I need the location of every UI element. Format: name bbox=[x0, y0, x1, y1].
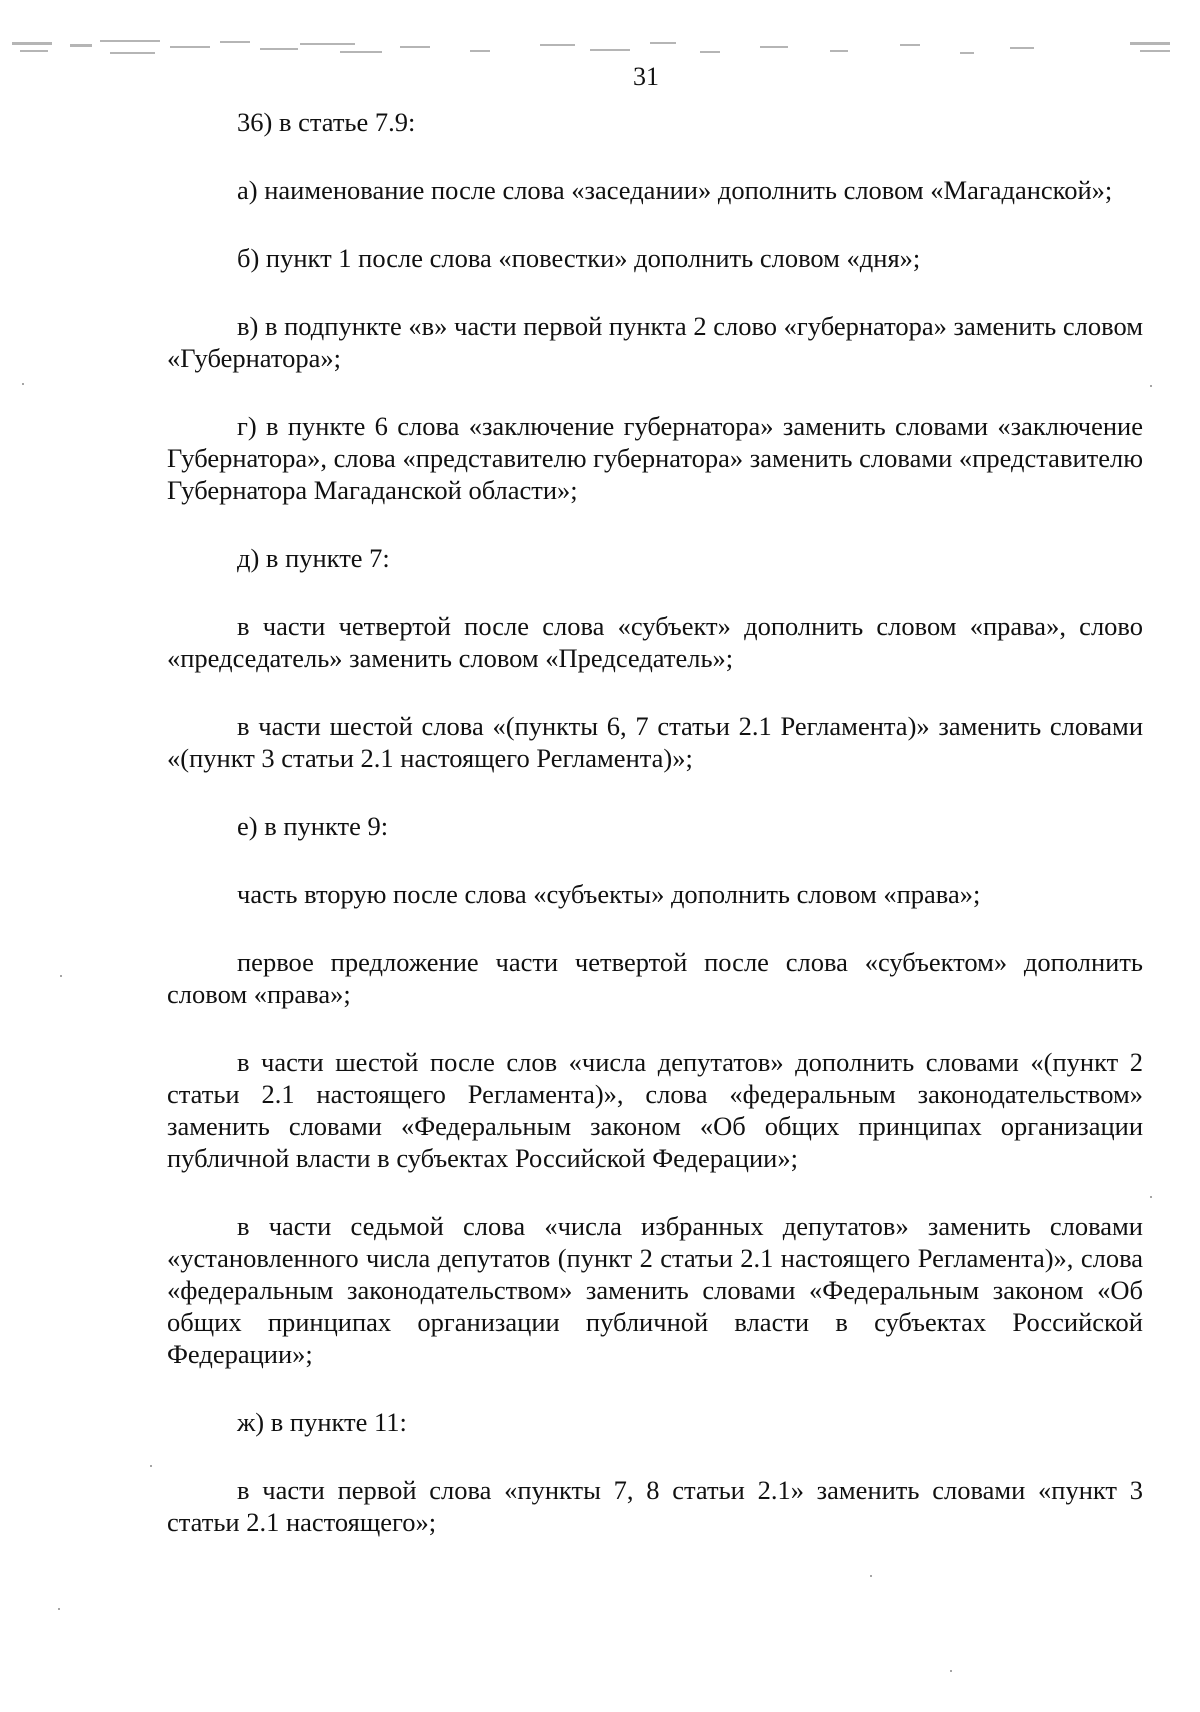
paragraph: в части четвертой после слова «субъект» дополнить словом «права», слово «председатель» заменить словом «Председатель»; bbox=[167, 611, 1143, 673]
paragraph: 36) в статье 7.9: bbox=[237, 107, 416, 137]
paragraph: в части шестой слова «(пункты 6, 7 статьи 2.1 Регламента)» заменить словами «(пункт 3 статьи 2.1 настоящего Регламента)»; bbox=[167, 711, 1143, 773]
scan-speck bbox=[950, 1670, 952, 1672]
scan-speck bbox=[60, 975, 62, 977]
document-body bbox=[167, 106, 1143, 1538]
scan-speck bbox=[150, 1465, 152, 1467]
scan-speck bbox=[1150, 1196, 1152, 1198]
paragraph: д) в пункте 7: bbox=[237, 543, 390, 573]
page-number: 31 bbox=[633, 62, 659, 91]
scan-speck bbox=[1150, 385, 1152, 387]
scan-speck bbox=[58, 1608, 60, 1610]
paragraph: первое предложение части четвертой после слова «субъектом» дополнить словом «права»; bbox=[167, 947, 1143, 1009]
paragraph: ж) в пункте 11: bbox=[237, 1407, 407, 1437]
paragraph: в части шестой после слов «числа депутатов» дополнить словами «(пункт 2 статьи 2.1 настоящего Регламента)», слова «федеральным законодательством» заменить словами «Федеральным законом «Об общих принципах организации публичной власти в субъектах Российской Федерации»; bbox=[167, 1047, 1143, 1173]
paragraph: г) в пункте 6 слова «заключение губернатора» заменить словами «заключение Губернатора», слова «представителю губернатора» заменить словами «представителю Губернатора Магаданской области»; bbox=[167, 411, 1143, 505]
paragraph: в) в подпункте «в» части первой пункта 2 слово «губернатора» заменить словом «Губернатора»; bbox=[167, 311, 1143, 373]
paragraph: е) в пункте 9: bbox=[237, 811, 389, 841]
scan-speck bbox=[22, 383, 24, 385]
paragraph: в части первой слова «пункты 7, 8 статьи 2.1» заменить словами «пункт 3 статьи 2.1 настоящего»; bbox=[167, 1475, 1143, 1537]
scan-speck bbox=[870, 1575, 872, 1577]
paragraph: часть вторую после слова «субъекты» дополнить словом «права»; bbox=[237, 879, 981, 909]
paragraph: а) наименование после слова «заседании» дополнить словом «Магаданской»; bbox=[237, 175, 1113, 205]
paragraph: б) пункт 1 после слова «повестки» дополнить словом «дня»; bbox=[237, 243, 921, 273]
paragraph: в части седьмой слова «числа избранных депутатов» заменить словами «установленного числа депутатов (пункт 2 статьи 2.1 настоящего Регламента)», слова «федеральным законодательством» заменить словами «Федеральным законом «Об общих принципах организации публичной власти в субъектах Российской Федерации»; bbox=[167, 1211, 1143, 1369]
